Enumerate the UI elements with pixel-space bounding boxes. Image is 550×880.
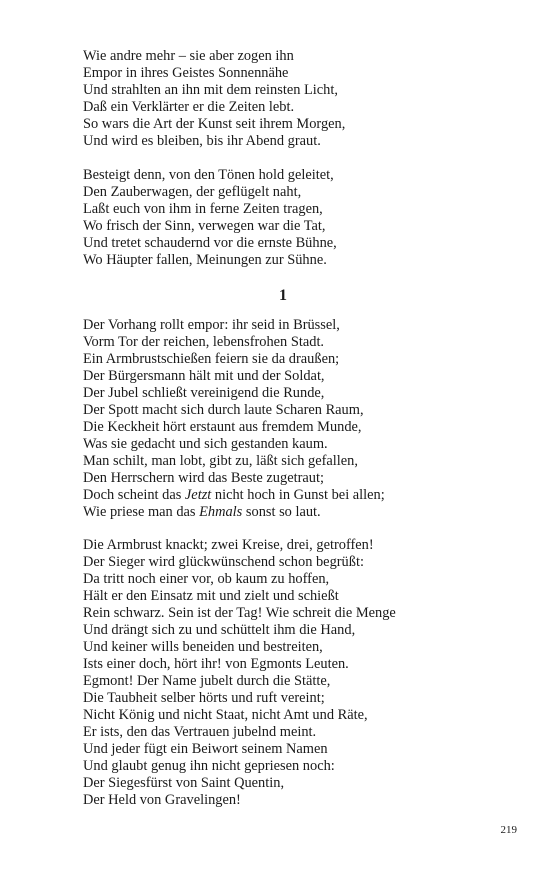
verse-line-jetzt: [83, 487, 483, 504]
section-stanza-2: [83, 537, 483, 809]
verse-line: Laßt euch von ihm in ferne Zeiten tragen,: [83, 201, 323, 217]
verse-line: Und wird es bleiben, bis ihr Abend graut.: [83, 133, 321, 149]
section-number: 1: [279, 287, 287, 304]
verse-line: So wars die Art der Kunst seit ihrem Morgen,: [83, 116, 346, 132]
verse-line-ehmals: [83, 504, 483, 521]
verse-line: Empor in ihres Geistes Sonnennähe: [83, 65, 289, 81]
verse-line: Egmont! Der Name jubelt durch die Stätte,: [83, 673, 331, 689]
verse-line: Er ists, den das Vertrauen jubelnd meint.: [83, 724, 317, 740]
verse-line: Nicht König und nicht Staat, nicht Amt und Räte,: [83, 707, 368, 723]
verse-text: nicht hoch in Gunst bei allen;: [211, 487, 385, 503]
verse-text: Wie priese man das: [83, 504, 200, 520]
verse-line: Die Armbrust knackt; zwei Kreise, drei, getroffen!: [83, 537, 374, 553]
verse-line: Der Held von Gravelingen!: [83, 792, 241, 808]
verse-line: Wo Häupter fallen, Meinungen zur Sühne.: [83, 252, 327, 268]
verse-line: Ists einer doch, hört ihr! von Egmonts Leuten.: [83, 656, 349, 672]
verse-line: Man schilt, man lobt, gibt zu, läßt sich gefallen,: [83, 453, 358, 469]
page-number: 219: [500, 824, 517, 836]
stanza-gap: [83, 150, 483, 167]
stanza-gap: [83, 521, 483, 537]
verse-line: Und tretet schaudernd vor die ernste Bühne,: [83, 235, 337, 251]
verse-line: Wie andre mehr – sie aber zogen ihn: [83, 48, 294, 64]
verse-text: Doch scheint das: [83, 487, 185, 503]
verse-line: Und drängt sich zu und schüttelt ihm die Hand,: [83, 622, 356, 638]
prologue-stanza-2: [83, 167, 483, 269]
verse-line: Rein schwarz. Sein ist der Tag! Wie schreit die Menge: [83, 605, 396, 621]
verse-line: Da tritt noch einer vor, ob kaum zu hoffen,: [83, 571, 330, 587]
verse-line: Was sie gedacht und sich gestanden kaum.: [83, 436, 328, 452]
verse-line: Der Jubel schließt vereinigend die Runde,: [83, 385, 325, 401]
prologue-stanza-1: [83, 48, 483, 150]
verse-line: Vorm Tor der reichen, lebensfrohen Stadt.: [83, 334, 325, 350]
verse-line: Und strahlten an ihn mit dem reinsten Licht,: [83, 82, 338, 98]
verse-line: Den Herrschern wird das Beste zugetraut;: [83, 470, 324, 486]
verse-line: Die Keckheit hört erstaunt aus fremdem Munde,: [83, 419, 362, 435]
verse-line: Und glaubt genug ihn nicht gepriesen noch:: [83, 758, 335, 774]
verse-line: Hält er den Einsatz mit und zielt und schießt: [83, 588, 339, 604]
verse-line: Die Taubheit selber hörts und ruft vereint;: [83, 690, 325, 706]
section-stanza-1: [83, 317, 483, 521]
emphasis-jetzt: Jetzt: [184, 487, 212, 503]
verse-line: Und keiner wills beneiden und bestreiten,: [83, 639, 323, 655]
poem-page: [83, 48, 483, 809]
verse-line: Der Spott macht sich durch laute Scharen Raum,: [83, 402, 364, 418]
verse-line: Wo frisch der Sinn, verwegen war die Tat,: [83, 218, 326, 234]
verse-line: Daß ein Verklärter er die Zeiten lebt.: [83, 99, 295, 115]
verse-line: Der Vorhang rollt empor: ihr seid in Brüssel,: [83, 317, 340, 333]
verse-line: Der Sieger wird glückwünschend schon begrüßt:: [83, 554, 364, 570]
verse-text: sonst so laut.: [242, 504, 321, 520]
verse-line: Den Zauberwagen, der geflügelt naht,: [83, 184, 302, 200]
verse-line: Der Bürgersmann hält mit und der Soldat,: [83, 368, 325, 384]
emphasis-ehmals: Ehmals: [199, 504, 243, 520]
verse-line: Besteigt denn, von den Tönen hold geleitet,: [83, 167, 334, 183]
verse-line: Der Siegesfürst von Saint Quentin,: [83, 775, 285, 791]
verse-line: Und jeder fügt ein Beiwort seinem Namen: [83, 741, 328, 757]
verse-line: Ein Armbrustschießen feiern sie da draußen;: [83, 351, 340, 367]
